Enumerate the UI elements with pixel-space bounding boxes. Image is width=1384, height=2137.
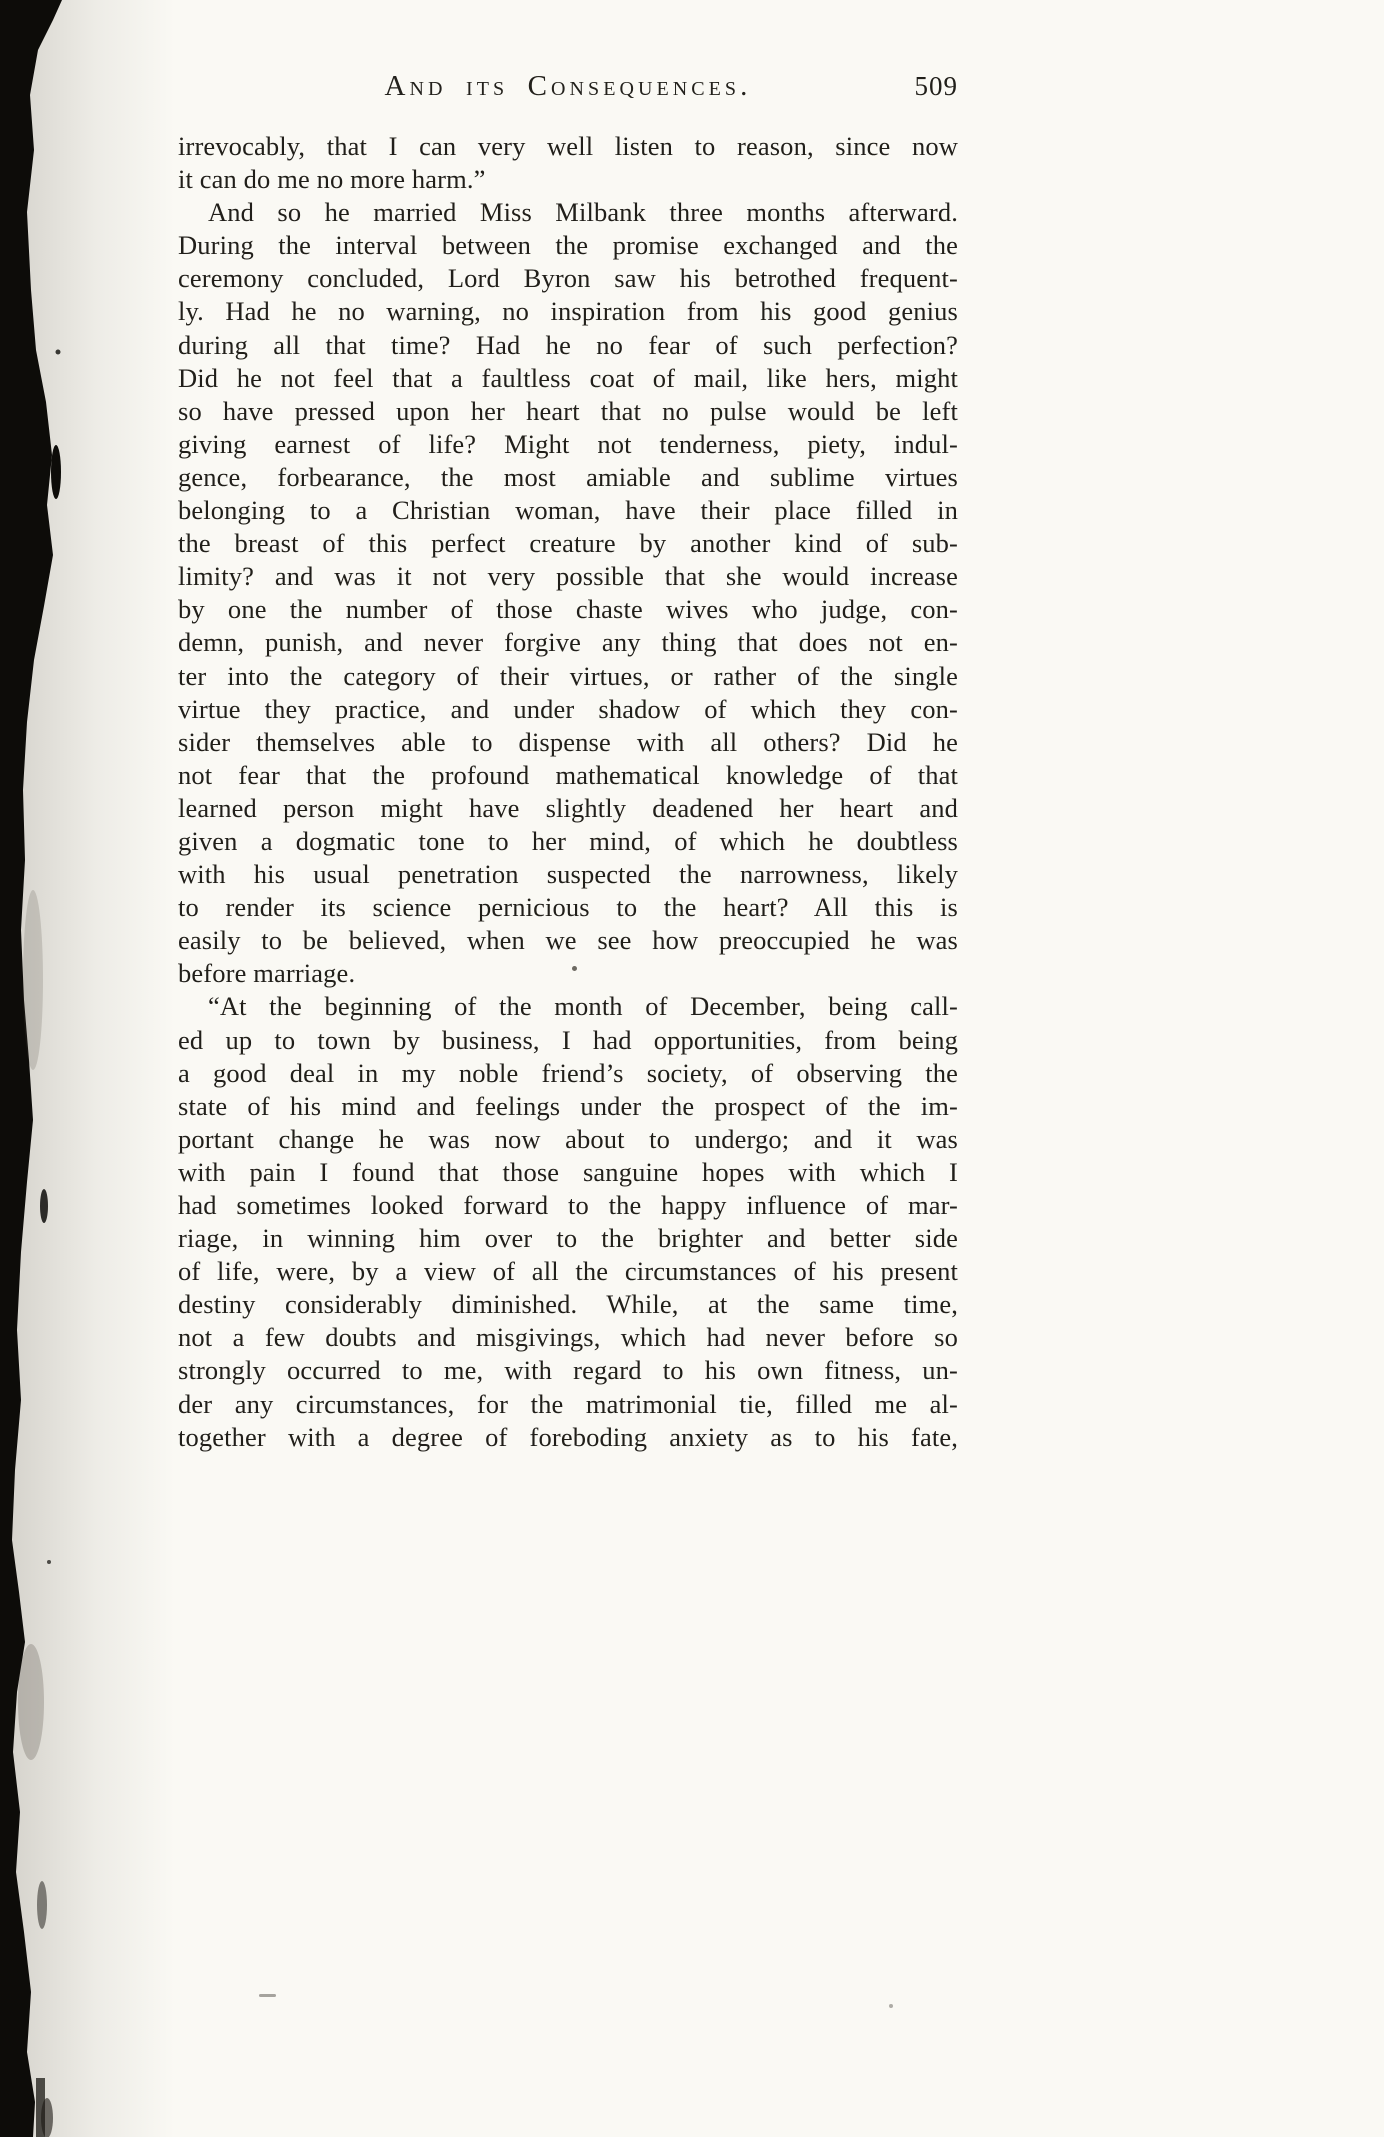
text-line: giving earnest of life? Might not tenderness, piety, indul- (178, 428, 958, 459)
text-line: state of his mind and feelings under the prospect of the im- (178, 1090, 958, 1121)
text-line: destiny considerably diminished. While, at the same time, (178, 1289, 958, 1320)
text-line: portant change he was now about to undergo; and it was (178, 1123, 958, 1154)
text-line: ed up to town by business, I had opportunities, from being (178, 1024, 958, 1055)
text-line: given a dogmatic tone to her mind, of which he doubtless (178, 825, 958, 856)
text-line: gence, forbearance, the most amiable and sublime virtues (178, 461, 958, 492)
ink-speck (572, 966, 577, 971)
text-line: ly. Had he no warning, no inspiration from his good genius (178, 296, 958, 327)
text-line: it can do me no more harm.” (178, 164, 486, 195)
text-line: belonging to a Christian woman, have their place filled in (178, 495, 958, 526)
text-line: the breast of this perfect creature by another kind of sub- (178, 528, 958, 559)
text-line: der any circumstances, for the matrimonial tie, filled me al- (178, 1388, 958, 1419)
text-line: sider themselves able to dispense with all others? Did he (178, 726, 958, 757)
text-line: a good deal in my noble friend’s society, of observing the (178, 1057, 958, 1088)
text-line: strongly occurred to me, with regard to his own fitness, un- (178, 1355, 958, 1386)
text-line: virtue they practice, and under shadow of which they con- (178, 693, 958, 724)
text-line: during all that time? Had he no fear of such perfection? (178, 329, 958, 360)
page-number: 509 (914, 71, 958, 101)
text-line: not a few doubts and misgivings, which had never before so (178, 1322, 958, 1353)
page-body (178, 130, 958, 1454)
text-line: Did he not feel that a faultless coat of mail, like hers, might (178, 362, 958, 393)
text-line: of life, were, by a view of all the circumstances of his present (178, 1256, 958, 1287)
text-line: by one the number of those chaste wives who judge, con- (178, 594, 958, 625)
text-line: not fear that the profound mathematical knowledge of that (178, 759, 958, 790)
running-header (178, 70, 958, 116)
text-line: to render its science pernicious to the heart? All this is (178, 892, 958, 923)
ink-speck (889, 2004, 893, 2008)
text-line: together with a degree of foreboding anxiety as to his fate, (178, 1421, 958, 1452)
text-line: had sometimes looked forward to the happy influence of mar- (178, 1190, 958, 1220)
binding-edge (0, 0, 90, 2137)
text-line: limity? and was it not very possible that she would increase (178, 561, 958, 592)
ink-speck (259, 1994, 276, 1997)
page-content (178, 70, 958, 1454)
text-line: ceremony concluded, Lord Byron saw his betrothed frequent- (178, 263, 958, 294)
text-line: And so he married Miss Milbank three months afterward. (208, 197, 958, 228)
text-line: with pain I found that those sanguine hopes with which I (178, 1156, 958, 1187)
text-line: easily to be believed, when we see how preoccupied he was (178, 925, 958, 956)
text-line: ter into the category of their virtues, or rather of the single (178, 660, 958, 691)
text-line: During the interval between the promise exchanged and the (178, 230, 958, 261)
text-line: riage, in winning him over to the brighter and better side (178, 1223, 958, 1254)
running-title: And its Consequences. (384, 70, 752, 102)
text-line: irrevocably, that I can very well listen to reason, since now (178, 131, 958, 161)
text-line: before marriage. (178, 958, 356, 989)
text-line: demn, punish, and never forgive any thing that does not en- (178, 627, 958, 658)
text-line: “At the beginning of the month of December, being call- (208, 991, 958, 1022)
text-line: with his usual penetration suspected the narrowness, likely (178, 859, 958, 890)
text-line: learned person might have slightly deadened her heart and (178, 792, 958, 823)
text-line: so have pressed upon her heart that no pulse would be left (178, 395, 958, 426)
